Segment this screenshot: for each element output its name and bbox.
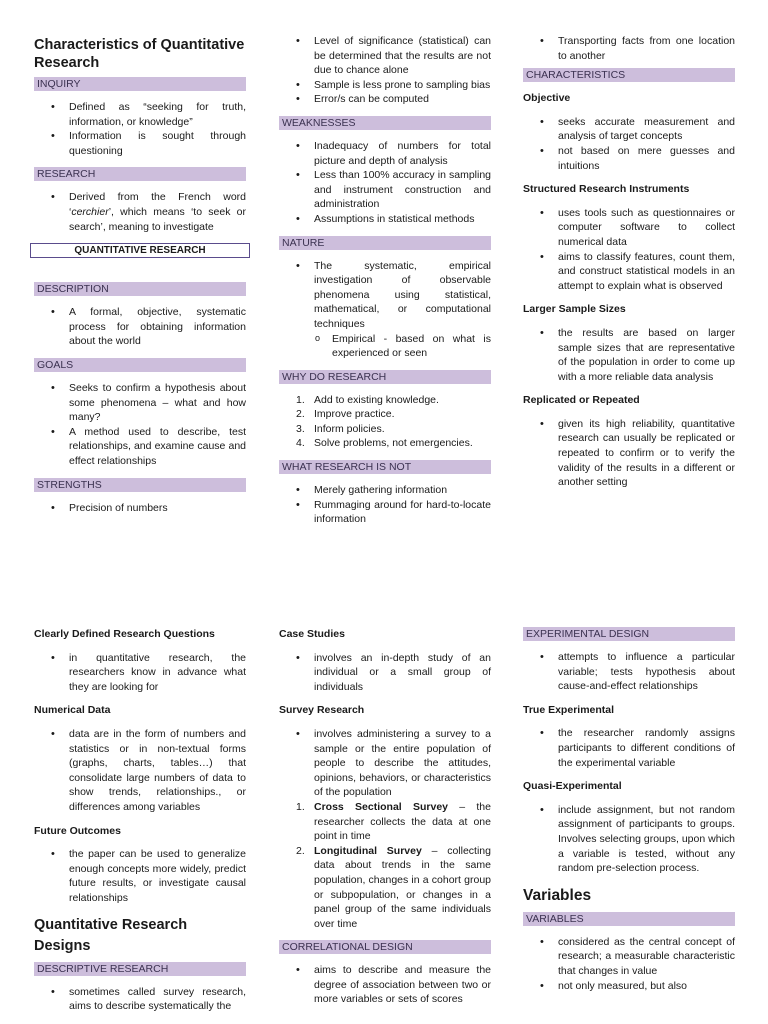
- bottom-column-2: [279, 627, 491, 1007]
- true-experimental-list: [523, 726, 735, 770]
- list-item: • involves administering a survey to a sample or the entire population of people to describe the attitudes, opinions, behaviors, or characteristics of the population: [314, 727, 491, 800]
- instruments-list: [523, 206, 735, 294]
- list-item: • given its high reliability, quantitative research can usually be replicated or repeated to confirm or to verify the validity of the results in a different or another setting: [558, 417, 735, 490]
- strengths-continued-list: [279, 34, 491, 107]
- section-header-weaknesses: WEAKNESSES: [279, 116, 491, 130]
- numbered-item: 4. Solve problems, not emergencies.: [296, 437, 473, 450]
- nature-sublist: [314, 332, 491, 361]
- section-header-variables: VARIABLES: [523, 912, 735, 926]
- subheading-objective: Objective: [523, 92, 571, 105]
- list-item: • A formal, objective, systematic process for obtaining information about the world: [69, 305, 246, 349]
- subheading-research-questions: Clearly Defined Research Questions: [34, 628, 215, 640]
- subheading-true-experimental: True Experimental: [523, 703, 615, 716]
- subheading-case-studies: Case Studies: [279, 628, 345, 640]
- list-item: • not based on mere guesses and intuitions: [558, 144, 735, 173]
- list-item: • not only measured, but also: [558, 979, 735, 994]
- section-header-description: DESCRIPTION: [34, 282, 246, 296]
- numbered-item: 1. Add to existing knowledge.: [296, 393, 439, 406]
- description-list: [34, 305, 246, 349]
- correlational-list: [279, 963, 491, 1007]
- list-item: • sometimes called survey research, aims to describe systematically the: [69, 985, 246, 1014]
- page-title: Characteristics of Quantitative Research: [34, 37, 245, 71]
- why-research-list: [279, 393, 491, 451]
- experimental-list: [523, 650, 735, 694]
- quasi-list: [523, 803, 735, 876]
- list-item: • A method used to describe, test relationships, and examine cause and effect relationships: [69, 425, 246, 469]
- research-list: [34, 190, 246, 234]
- survey-list: [279, 727, 491, 800]
- section-header-descriptive: DESCRIPTIVE RESEARCH: [34, 962, 246, 976]
- list-item: • the results are based on larger sample sizes that are representative of the population in order to come up with a more reliable data analysis: [558, 326, 735, 384]
- top-column-2: [279, 34, 491, 527]
- section-header-research: RESEARCH: [34, 167, 246, 181]
- list-item: • uses tools such as questionnaires or computer software to collect numerical data: [558, 206, 735, 250]
- list-item: • seeks accurate measurement and analysis of target concepts: [558, 115, 735, 144]
- strengths-list: [34, 501, 246, 516]
- section-header-experimental: EXPERIMENTAL DESIGN: [523, 627, 735, 641]
- subheading-instruments: Structured Research Instruments: [523, 183, 690, 196]
- objective-list: [523, 115, 735, 173]
- boxed-section-title: QUANTITATIVE RESEARCH: [30, 243, 250, 258]
- subheading-numerical-data: Numerical Data: [34, 704, 111, 717]
- variables-title: Variables: [523, 886, 592, 904]
- list-item: • the researcher randomly assigns participants to different conditions of the experimental variable: [558, 726, 735, 770]
- bottom-column-1: [34, 627, 246, 1014]
- list-item: • Error/s can be computed: [314, 92, 491, 107]
- weaknesses-list: [279, 139, 491, 227]
- list-item: • Transporting facts from one location to another: [558, 34, 735, 63]
- list-item: • Inadequacy of numbers for total picture and depth of analysis: [314, 139, 491, 168]
- section-header-what-research-is-not: WHAT RESEARCH IS NOT: [279, 460, 491, 474]
- survey-types-list: [279, 800, 491, 931]
- list-item: • Derived from the French word ‘cerchier’, which means ‘to seek or search’, meaning to investigate: [69, 190, 246, 234]
- designs-title: Quantitative Research Designs: [34, 916, 188, 954]
- list-item: • Rummaging around for hard-to-locate information: [314, 498, 491, 527]
- questions-list: [34, 651, 246, 695]
- italic-term: cerchier: [71, 205, 109, 218]
- subheading-future-outcomes: Future Outcomes: [34, 824, 121, 837]
- list-item: • aims to describe and measure the degree of association between two or more variables or sets of scores: [314, 963, 491, 1007]
- section-header-strengths: STRENGTHS: [34, 478, 246, 492]
- sub-list-item: o Empirical - based on what is experienced or seen: [332, 332, 491, 361]
- list-item: • Precision of numbers: [69, 501, 246, 516]
- numbered-item: 1. Cross Sectional Survey – the researcher collects the data at one point in time: [296, 800, 491, 843]
- section-header-correlational: CORRELATIONAL DESIGN: [279, 940, 491, 954]
- numbered-item: 2. Improve practice.: [296, 408, 395, 421]
- future-list: [34, 847, 246, 905]
- list-item: • the paper can be used to generalize enough concepts more widely, predict future results, or investigate causal relationships: [69, 847, 246, 905]
- numerical-list: [34, 727, 246, 815]
- list-item: • Seeks to confirm a hypothesis about some phenomena – what and how many?: [69, 381, 246, 425]
- goals-list: [34, 381, 246, 469]
- section-header-nature: NATURE: [279, 236, 491, 250]
- list-item: • Sample is less prone to sampling bias: [314, 78, 491, 93]
- replicated-list: [523, 417, 735, 490]
- list-item: • Level of significance (statistical) can be determined that the results are not due to chance alone: [314, 34, 491, 78]
- top-column-1: [34, 36, 246, 515]
- subheading-survey-research: Survey Research: [279, 704, 365, 717]
- section-header-goals: GOALS: [34, 358, 246, 372]
- list-item: • attempts to influence a particular variable; tests hypothesis about cause-and-effect relationships: [558, 650, 735, 694]
- list-item: • The systematic, empirical investigation of observable phenomena using statistical, mathematical, or computational techniques o Empirical - based on what is experienced or seen: [314, 259, 491, 361]
- case-list: [279, 651, 491, 695]
- list-item: • Information is sought through questioning: [69, 129, 246, 158]
- subheading-quasi-experimental: Quasi-Experimental: [523, 780, 622, 793]
- subheading-sample-sizes: Larger Sample Sizes: [523, 303, 626, 316]
- inquiry-list: [34, 100, 246, 158]
- section-header-why-do-research: WHY DO RESEARCH: [279, 370, 491, 384]
- section-header-characteristics: CHARACTERISTICS: [523, 68, 735, 82]
- list-item: • Less than 100% accuracy in sampling and instrument construction and administration: [314, 168, 491, 212]
- sample-list: [523, 326, 735, 384]
- section-header-inquiry: INQUIRY: [34, 77, 246, 91]
- bottom-column-3: [523, 627, 735, 993]
- list-item: • Merely gathering information: [314, 483, 491, 498]
- research-not-continued-list: [523, 34, 735, 63]
- list-item: • in quantitative research, the researchers know in advance what they are looking for: [69, 651, 246, 695]
- list-item: • considered as the central concept of research; a measurable characteristic that changes in value: [558, 935, 735, 979]
- subheading-replicated: Replicated or Repeated: [523, 394, 640, 407]
- research-not-list: [279, 483, 491, 527]
- numbered-item: 3. Inform policies.: [296, 422, 385, 435]
- list-item: • include assignment, but not random assignment of participants to groups. Involves selecting groups, upon which a variable is tested, without any random pre-selection process.: [558, 803, 735, 876]
- list-item: • Assumptions in statistical methods: [314, 212, 491, 227]
- variables-list: [523, 935, 735, 993]
- descriptive-list: [34, 985, 246, 1014]
- numbered-item: 2. Longitudinal Survey – collecting data about trends in the same population, changes in a cohort group or subpopulation, or changes in a panel group of the same individuals over time: [296, 844, 491, 930]
- list-item: • data are in the form of numbers and statistics or in non-textual forms (graphs, charts, tables…) that consolidate large numbers of data to show trends, relationships., or differences among variables: [69, 727, 246, 815]
- list-item: • aims to classify features, count them, and construct statistical models in an attempt to explain what is observed: [558, 250, 735, 294]
- nature-list: [279, 259, 491, 361]
- list-item: • Defined as “seeking for truth, information, or knowledge”: [69, 100, 246, 129]
- list-item: • involves an in-depth study of an individual or a small group of individuals: [314, 651, 491, 695]
- top-column-3: [523, 34, 735, 490]
